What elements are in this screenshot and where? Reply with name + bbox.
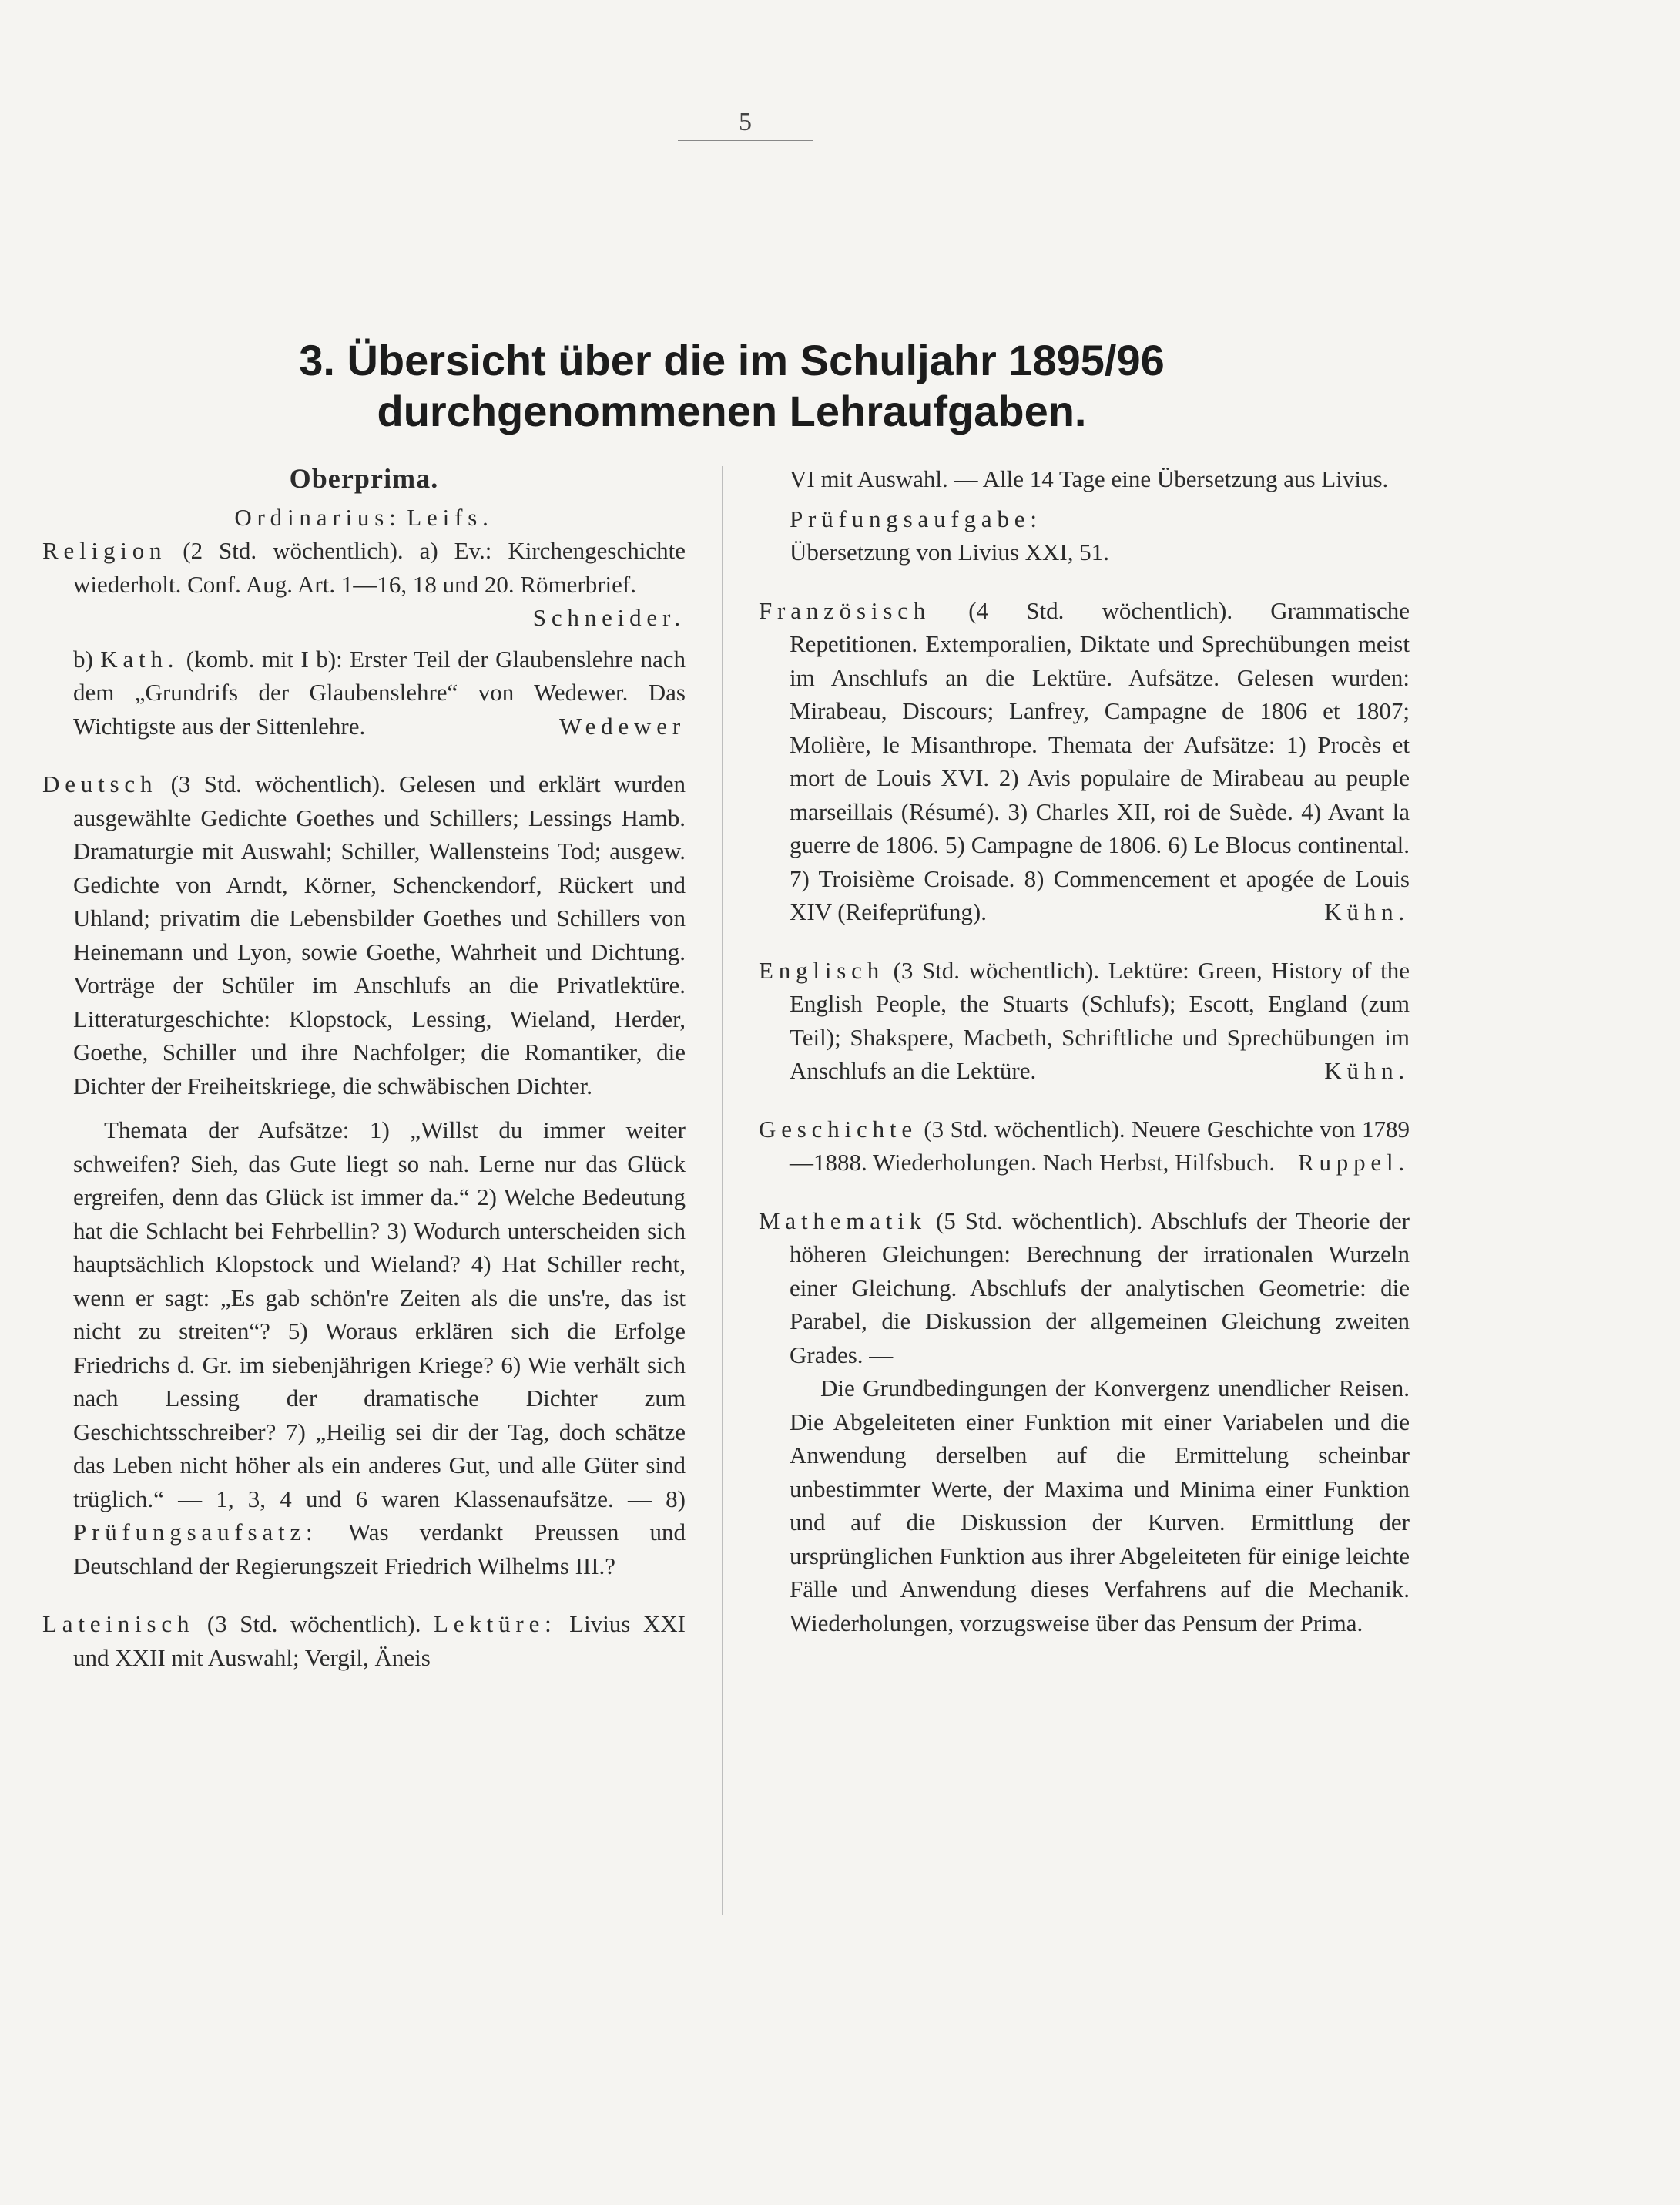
ordinarius-label: Ordinarius: [234,503,401,531]
religion-a-text: (2 Std. wöchentlich). a) Ev.: Kirchengeschichte wiederholt. Conf. Aug. Art. 1—16, 18 und 20. Römerbrief. [73,537,686,598]
religion-a-teacher: Schneider. [532,604,686,631]
pruefungsaufsatz-label: Prüfungsaufsatz: [73,1519,318,1546]
religion-b-text: (komb. mit I b): Erster Teil der Glaubenslehre nach dem „Grundrifs der Glaubenslehre“ von Wedewer. Das Wichtigste aus der Sittenlehre. [73,645,686,740]
left-column [42,462,686,1674]
religion-b-prefix: b) [73,645,93,673]
latein-entry [42,1607,686,1674]
ordinarius-name: Leifs. [407,503,494,531]
englisch-text: (3 Std. wöchentlich). Lektüre: Green, History of the English People, the Stuarts (Schlufs); Escott, England (zum Teil); Shakspere, Macbeth, Schriftliche und Sprechübungen im Anschlufs an die Lektüre. [790,956,1410,1084]
religion-subject: Religion [42,537,167,564]
englisch-entry [759,954,1410,1088]
pruefungsaufsatz-text: Was verdankt Preussen und Deutschland der Regierungszeit Friedrich Wilhelms III.? [73,1519,686,1579]
class-heading: Oberprima. [289,463,439,494]
mathematik-subject: Mathematik [759,1207,927,1234]
franzoesisch-subject: Französisch [759,596,931,624]
latein-text-2: Livius XXI und XXII mit Auswahl; Vergil, Äneis [73,1610,686,1671]
title-line-1: 3. Übersicht über die im Schuljahr 1895/96 [299,336,1165,384]
latein-subject: Lateinisch [42,1610,195,1637]
religion-b-entry [42,643,686,743]
lektuere-label: Lektüre: [434,1610,557,1637]
mathematik-text-2: Die Grundbedingungen der Konvergenz unendlicher Reisen. Die Abgeleiteten einer Funktion mit einer Variabelen und die Anwendung derselben auf die Ermittelung scheinbar unbestimmter Werte, der Maxima und Minima einer Funktion und auf die Diskussion der Kurven. Ermittlung der ursprünglichen Funktion aus ihrer Abgeleiteten für einige leichte Fälle und Anwendung dieses Verfahrens auf die Mechanik. Wiederholungen, vorzugsweise über das Pensum der Prima. [790,1374,1410,1636]
page-title [185,335,1279,437]
geschichte-text: (3 Std. wöchentlich). Neuere Geschichte von 1789—1888. Wiederholungen. Nach Herbst, Hilfsbuch. [790,1115,1410,1176]
franzoesisch-entry [759,594,1410,929]
deutsch-text: (3 Std. wöchentlich). Gelesen und erklärt wurden ausgewählte Gedichte Goethes und Schillers; Lessings Hamb. Dramaturgie mit Auswahl; Schiller, Wallensteins Tod; ausgew. Gedichte von Arndt, Körner, Schenckendorf, Rückert und Uhland; privatim die Lebensbilder Goethes und Schillers von Heinemann und Lyon, sowie Goethe, Wahrheit und Dichtung. Vorträge der Schüler im Anschlufs an die Privatlektüre. Litteraturgeschichte: Klopstock, Lessing, Wieland, Herder, Goethe, Schiller und ihre Nachfolger; die Romantiker, die Dichter der Freiheitskriege, die schwäbischen Dichter. [73,770,686,1099]
religion-b-kath: Kath. [100,645,179,673]
ordinarius-line [42,501,686,535]
mathematik-text: (5 Std. wöchentlich). Abschlufs der Theorie der höheren Gleichungen: Berechnung der irrationalen Wurzeln einer Gleichung. Abschlufs der analytischen Geometrie: die Parabel, die Diskussion der allgemeinen Gleichung zweiten Grades. — [790,1207,1410,1368]
geschichte-teacher: Ruppel. [1297,1149,1410,1176]
geschichte-subject: Geschichte [759,1115,917,1143]
deutsch-subject: Deutsch [42,770,158,797]
deutsch-entry [42,767,686,1102]
pruefungsaufgabe-label [759,502,1410,536]
religion-entry [42,534,686,635]
franzoesisch-teacher: Kühn. [1324,898,1410,925]
englisch-subject: Englisch [759,956,885,984]
pruefungsaufgabe-label-text: Prüfungsaufgabe: [790,505,1042,532]
right-column [759,462,1410,1639]
latein-continuation: VI mit Auswahl. — Alle 14 Tage eine Übersetzung aus Livius. [790,465,1389,492]
themata-entry [42,1113,686,1582]
column-divider [722,466,723,1915]
title-line-2: durchgenommenen Lehraufgaben. [377,387,1087,436]
mathematik-entry [759,1204,1410,1372]
pruefungsaufgabe-text: Übersetzung von Livius XXI, 51. [790,539,1109,566]
latein-text: (3 Std. wöchentlich). [206,1610,421,1637]
englisch-teacher: Kühn. [1324,1057,1410,1084]
geschichte-entry [759,1113,1410,1180]
franzoesisch-text: (4 Std. wöchentlich). Grammatische Repetitionen. Extemporalien, Diktate und Sprechübungen meist im Anschlufs an die Lektüre. Aufsätze. Gelesen wurden: Mirabeau, Discours; Lanfrey, Campagne de 1806 et 1807; Molière, le Misanthrope. Themata der Aufsätze: 1) Procès et mort de Louis XVI. 2) Avis populaire de Mirabeau au peuple marseillais (Résumé). 3) Charles XII, roi de Suède. 4) Avant la guerre de 1806. 5) Campagne de 1806. 6) Le Blocus continental. 7) Troisième Croisade. 8) Commencement et apogée de Louis XIV (Reifeprüfung). [790,596,1410,925]
page-number: 5 [678,108,813,141]
religion-b-teacher: Wedewer [558,712,686,740]
themata-text: Themata der Aufsätze: 1) „Willst du immer weiter schweifen? Sieh, das Gute liegt so nah. Lerne nur das Glück ergreifen, denn das Glück ist immer da.“ 2) Welche Bedeutung hat die Schlacht bei Fehrbellin? 3) Wodurch unterscheiden sich hauptsächlich Klopstock und Wieland? 4) Hat Schiller recht, wenn er sagt: „Es gab schön're Zeiten als die uns're, das ist nicht zu streiten“? 5) Woraus erklären sich die Erfolge Friedrichs d. Gr. im siebenjährigen Kriege? 6) Wie verhält sich nach Lessing der dramatische Dichter zum Geschichtsschreiber? 7) „Heilig sei dir der Tag, doch schätze das Leben nicht höher als ein anderes Gut, und alle Güter sind trüglich.“ — 1, 3, 4 und 6 waren Klassenaufsätze. — 8) [73,1116,686,1512]
